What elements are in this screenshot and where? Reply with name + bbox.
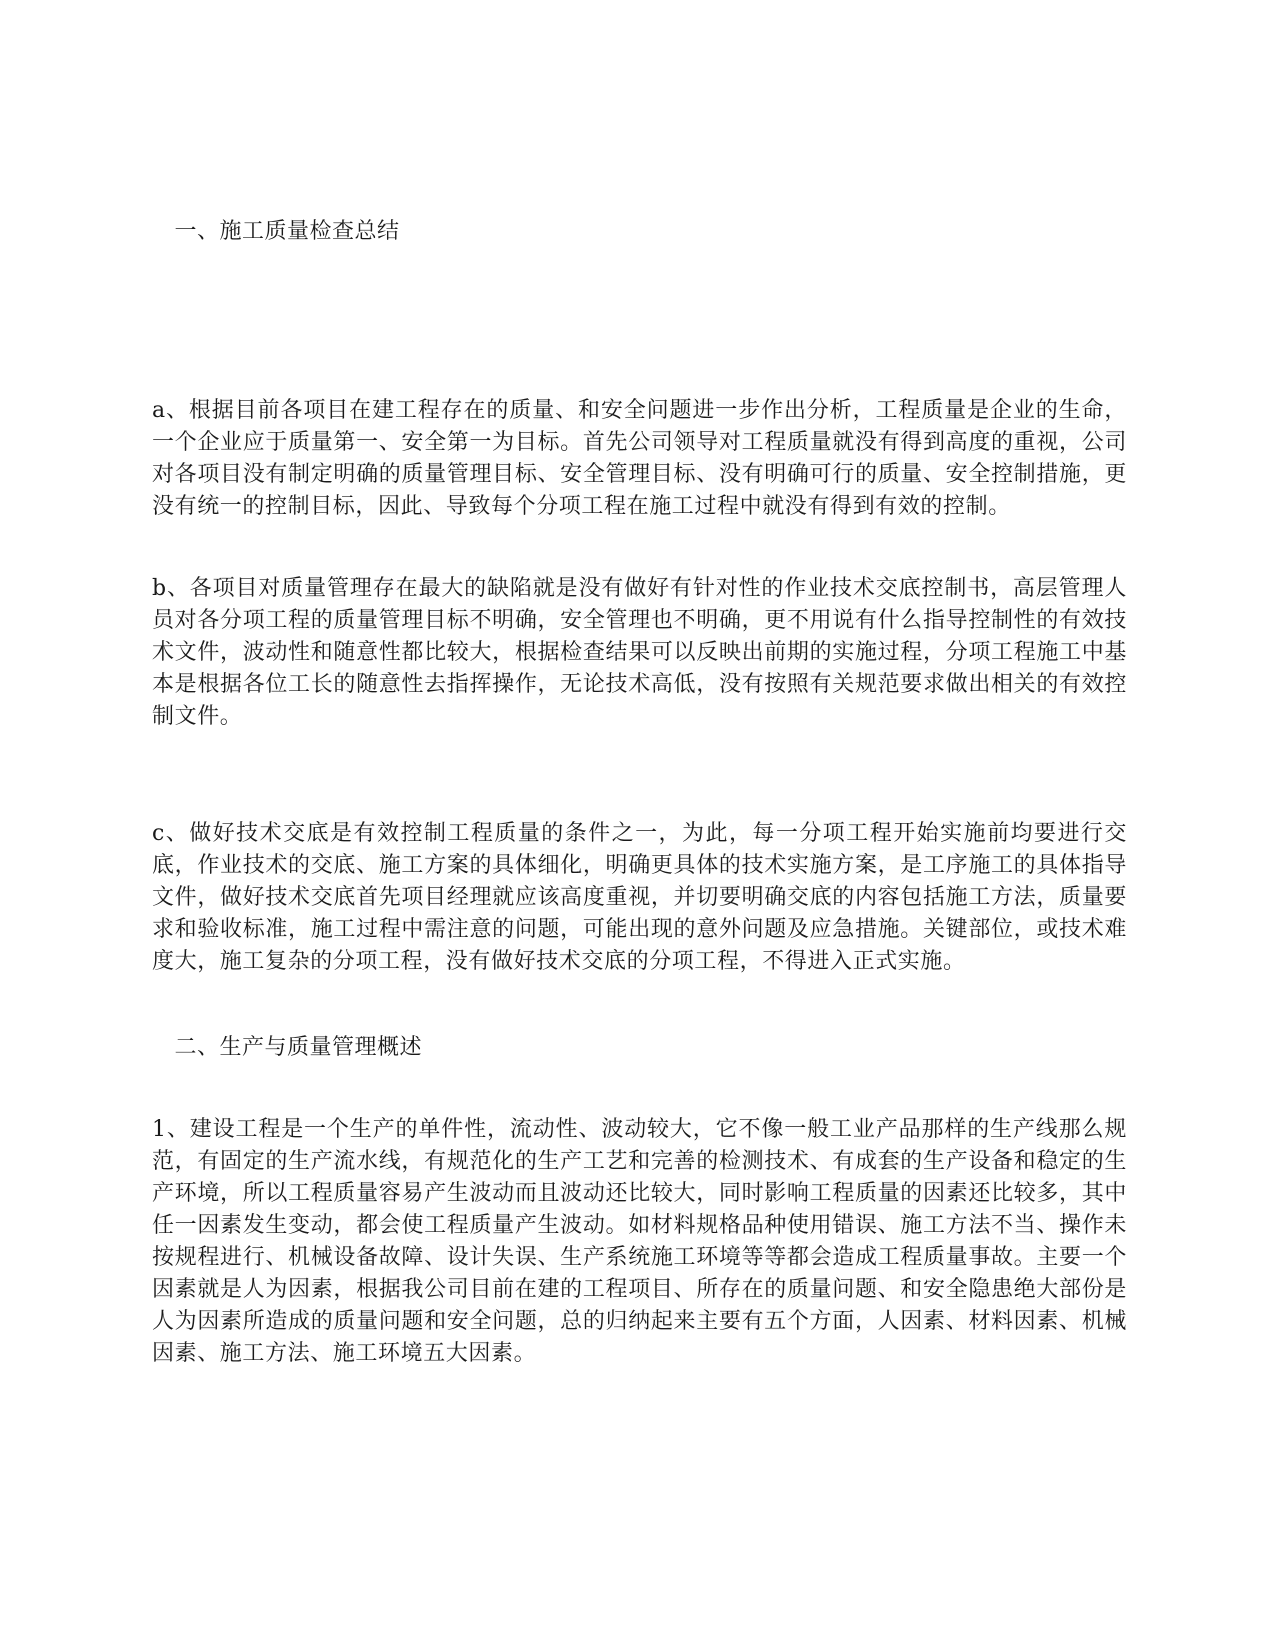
paragraph-b: b、各项目对质量管理存在最大的缺陷就是没有做好有针对性的作业技术交底控制书，高层管理人员对各分项工程的质量管理目标不明确，安全管理也不明确，更不用说有什么指导控制性的有效技术文件，波动性和随意性都比较大，根据检查结果可以反映出前期的实施过程，分项工程施工中基本是根据各位工长的随意性去指挥操作，无论技术高低，没有按照有关规范要求做出相关的有效控制文件。 bbox=[152, 576, 1127, 729]
paragraph-c: c、做好技术交底是有效控制工程质量的条件之一，为此，每一分项工程开始实施前均要进行交底，作业技术的交底、施工方案的具体细化，明确更具体的技术实施方案，是工序施工的具体指导文件，做好技术交底首先项目经理就应该高度重视，并切要明确交底的内容包括施工方法，质量要求和验收标准，施工过程中需注意的问题，可能出现的意外问题及应急措施。关键部位，或技术难度大，施工复杂的分项工程，没有做好技术交底的分项工程，不得进入正式实施。 bbox=[152, 821, 1127, 974]
section-heading-production-quality: 二、生产与质量管理概述 bbox=[152, 1035, 423, 1060]
paragraph-1: 1、建设工程是一个生产的单件性，流动性、波动较大，它不像一般工业产品那样的生产线那么规范，有固定的生产流水线，有规范化的生产工艺和完善的检测技术、有成套的生产设备和稳定的生产环境，所以工程质量容易产生波动而且波动还比较大，同时影响工程质量的因素还比较多，其中任一因素发生变动，都会使工程质量产生波动。如材料规格品种使用错误、施工方法不当、操作未按规程进行、机械设备故障、设计失误、生产系统施工环境等等都会造成工程质量事故。主要一个因素就是人为因素，根据我公司目前在建的工程项目、所存在的质量问题、和安全隐患绝大部份是人为因素所造成的质量问题和安全问题，总的归纳起来主要有五个方面，人因素、材料因素、机械因素、施工方法、施工环境五大因素。 bbox=[152, 1117, 1127, 1366]
paragraph-a: a、根据目前各项目在建工程存在的质量、和安全问题进一步作出分析，工程质量是企业的生命，一个企业应于质量第一、安全第一为目标。首先公司领导对工程质量就没有得到高度的重视，公司对各项目没有制定明确的质量管理目标、安全管理目标、没有明确可行的质量、安全控制措施，更没有统一的控制目标，因此、导致每个分项工程在施工过程中就没有得到有效的控制。 bbox=[152, 398, 1127, 519]
section-heading-inspection-summary: 一、施工质量检查总结 bbox=[152, 219, 400, 244]
